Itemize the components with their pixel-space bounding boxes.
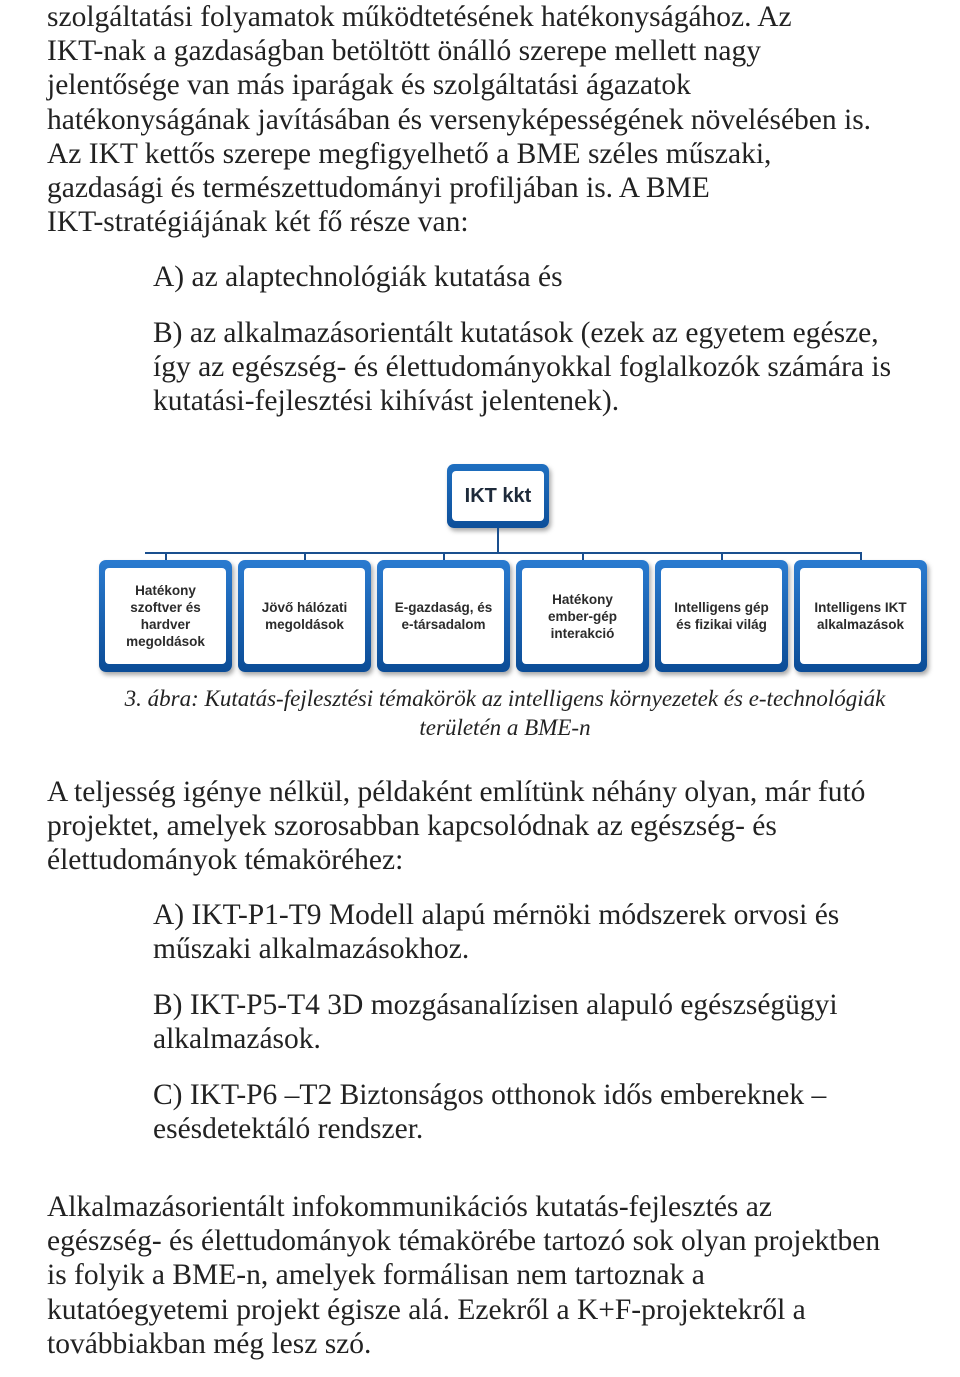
strategy-item-a: A) az alaptechnológiák kutatása és <box>153 261 563 293</box>
child-node-4 <box>516 560 649 672</box>
root-node-label: IKT kkt <box>452 471 544 521</box>
child-node-5 <box>655 560 788 672</box>
child-node-3 <box>377 560 510 672</box>
child-node-label: Hatékony ember-gép interakció <box>522 568 643 664</box>
child-node-1 <box>99 560 232 672</box>
child-node-6 <box>794 560 927 672</box>
child-node-label: Hatékony szoftver és hardver megoldások <box>105 568 226 664</box>
strategy-item-b: B) az alkalmazásorientált kutatások (ezek az egyetem egésze, így az egészség- és élettudományokkal foglalkozók számára is kutatási-fejlesztési kihívást jelentenek). <box>153 317 892 418</box>
child-node-2 <box>238 560 371 672</box>
figure-caption: 3. ábra: Kutatás-fejlesztési témakörök az intelligens környezetek és e-technológiák területén a BME-n <box>124 686 886 740</box>
project-item-b: B) IKT-P5-T4 3D mozgásanalízisen alapuló egészségügyi alkalmazások. <box>153 989 838 1056</box>
intro-paragraph: szolgáltatási folyamatok működtetésének hatékonyságához. Az IKT-nak a gazdaságban betöltött önálló szerepe mellett nagy jelentősége van más iparágak és szolgáltatási ágazatok hatékonyságának javításában és versenyképességének növelésében is. Az IKT kettős szerepe megfigyelhető a BME széles műszaki, gazdasági és természettudományi profiljában is. A BME IKT-stratégiájának két fő része van: <box>47 1 872 239</box>
projects-intro-paragraph: A teljesség igénye nélkül, példaként említünk néhány olyan, már futó projektet, amelyek szorosabban kapcsolódnak az egészség- és élettudományok témaköréhez: <box>47 776 866 877</box>
child-node-label: Jövő hálózati megoldások <box>244 568 365 664</box>
horizontal-connector <box>145 552 860 554</box>
project-item-a: A) IKT-P1-T9 Modell alapú mérnöki módszerek orvosi és műszaki alkalmazásokhoz. <box>153 899 840 966</box>
project-item-c: C) IKT-P6 –T2 Biztonságos otthonok idős embereknek – esésdetektáló rendszer. <box>153 1079 827 1146</box>
child-node-label: E-gazdaság, és e-társadalom <box>383 568 504 664</box>
root-connector <box>497 528 499 552</box>
closing-paragraph: Alkalmazásorientált infokommunikációs kutatás-fejlesztés az egészség- és élettudományok témakörébe tartozó sok olyan projektben is folyik a BME-n, amelyek formálisan nem tartoznak a kutatóegyetemi projekt égisze alá. Ezekről a K+F-projektekről a továbbiakban még lesz szó. <box>47 1191 881 1360</box>
child-node-label: Intelligens gép és fizikai világ <box>661 568 782 664</box>
child-node-label: Intelligens IKT alkalmazások <box>800 568 921 664</box>
root-node <box>447 464 549 528</box>
ikt-org-chart <box>95 460 925 680</box>
